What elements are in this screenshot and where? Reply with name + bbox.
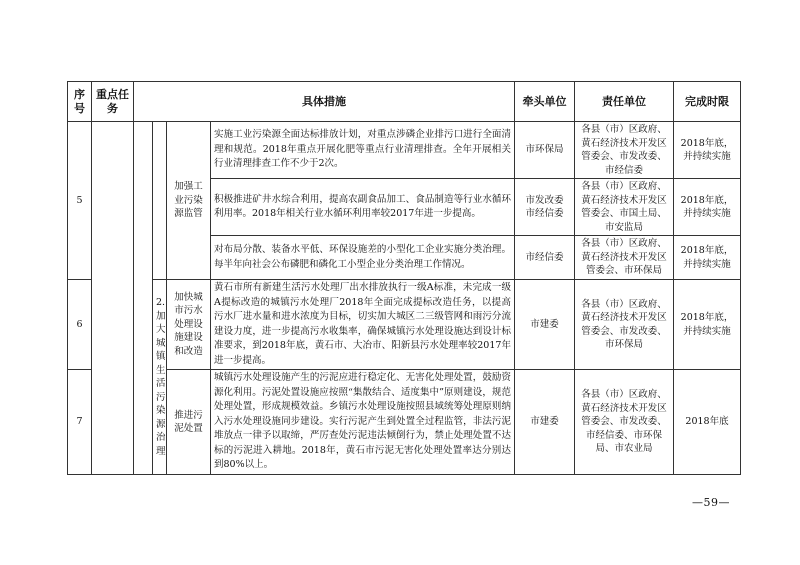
nested-spacer-cell xyxy=(153,122,167,280)
lead-cell: 市建委 xyxy=(515,280,575,370)
measure-cell: 积极推进矿井水综合利用，提高农副食品加工、食品制造等行业水循环利用率。2018年相关行业水循环利用率较2017年进一步提高。 xyxy=(211,179,515,236)
resp-cell: 各县（市）区政府、黄石经济技术开发区管委会、市发改委、市经信委 xyxy=(575,122,674,179)
row-subtask: 加强工业污染源监管 xyxy=(167,122,211,280)
lead-cell: 市环保局 xyxy=(515,122,575,179)
measure-cell: 黄石市所有新建生活污水处理厂出水排放执行一级A标准，未完成一级A提标改造的城镇污水处理厂2018年全面完成提标改造任务，以提高污水厂进水量和进水浓度为目标，切实加大城区二三级管网和雨污分流建设力度，进一步提高污水收集率，确保城镇污水处理设施达到设计标准要求，到2018年底，黄石市、大冶市、阳新县污水处理率较2017年进一步提高。 xyxy=(211,280,515,370)
row-task: 2.加大城镇生活污染源治理 xyxy=(153,280,167,475)
task-blank-cell xyxy=(92,122,134,475)
row-subtask: 加快城市污水处理设施建设和改造 xyxy=(167,280,211,370)
row-seq: 6 xyxy=(68,280,92,370)
resp-cell: 各县（市）区政府、黄石经济技术开发区管委会、市国土局、市安监局 xyxy=(575,179,674,236)
table-row xyxy=(68,370,741,475)
table-row xyxy=(68,280,741,370)
measures-table xyxy=(67,81,741,475)
resp-cell: 各县（市）区政府、黄石经济技术开发区管委会、市环保局 xyxy=(575,236,674,280)
time-cell: 2018年底，并持续实施 xyxy=(674,179,741,236)
row-seq: 7 xyxy=(68,370,92,475)
row-seq: 5 xyxy=(68,122,92,280)
header-resp: 责任单位 xyxy=(575,82,674,122)
header-time: 完成时限 xyxy=(674,82,741,122)
measure-cell: 实施工业污染源全面达标排放计划，对重点涉磷企业排污口进行全面清理和规范。2018年重点开展化肥等重点行业清理排查。全年开展相关行业清理排查工作不少于2次。 xyxy=(211,122,515,179)
lead-cell: 市建委 xyxy=(515,370,575,475)
header-seq: 序号 xyxy=(68,82,92,122)
nested-spacer-cell xyxy=(134,122,153,475)
time-cell: 2018年底 xyxy=(674,370,741,475)
time-cell: 2018年底，并持续实施 xyxy=(674,122,741,179)
lead-cell: 市发改委 市经信委 xyxy=(515,179,575,236)
time-cell: 2018年底，并持续实施 xyxy=(674,280,741,370)
measure-cell: 城镇污水处理设施产生的污泥应进行稳定化、无害化处理处置，鼓励资源化利用。污泥处置设施应按照“集散结合、适度集中”原则建设，规范处理处置，形成规模效益。乡镇污水处理设施按照县域统筹处理原则纳入污水处理设施同步建设。实行污泥产生到处置全过程监管，非法污泥堆放点一律予以取缔，严厉查处污泥违法倾倒行为，禁止处理处置不达标的污泥进入耕地。2018年，黄石市污泥无害化处理处置率达分别达到80%以上。 xyxy=(211,370,515,475)
measure-cell: 对布局分散、装备水平低、环保设施差的小型化工企业实施分类治理。每半年向社会公布磷肥和磷化工小型企业分类治理工作情况。 xyxy=(211,236,515,280)
row-subtask: 推进污泥处置 xyxy=(167,370,211,475)
time-cell: 2018年底，并持续实施 xyxy=(674,236,741,280)
resp-cell: 各县（市）区政府、黄石经济技术开发区管委会、市发改委、市经信委、市环保局、市农业局 xyxy=(575,370,674,475)
page-number: —59— xyxy=(692,496,730,509)
resp-cell: 各县（市）区政府、黄石经济技术开发区管委会、市发改委、市环保局 xyxy=(575,280,674,370)
lead-cell: 市经信委 xyxy=(515,236,575,280)
table-row xyxy=(68,122,741,179)
header-measure: 具体措施 xyxy=(134,82,515,122)
header-row xyxy=(68,82,741,122)
header-task: 重点任务 xyxy=(92,82,134,122)
header-lead: 牵头单位 xyxy=(515,82,575,122)
